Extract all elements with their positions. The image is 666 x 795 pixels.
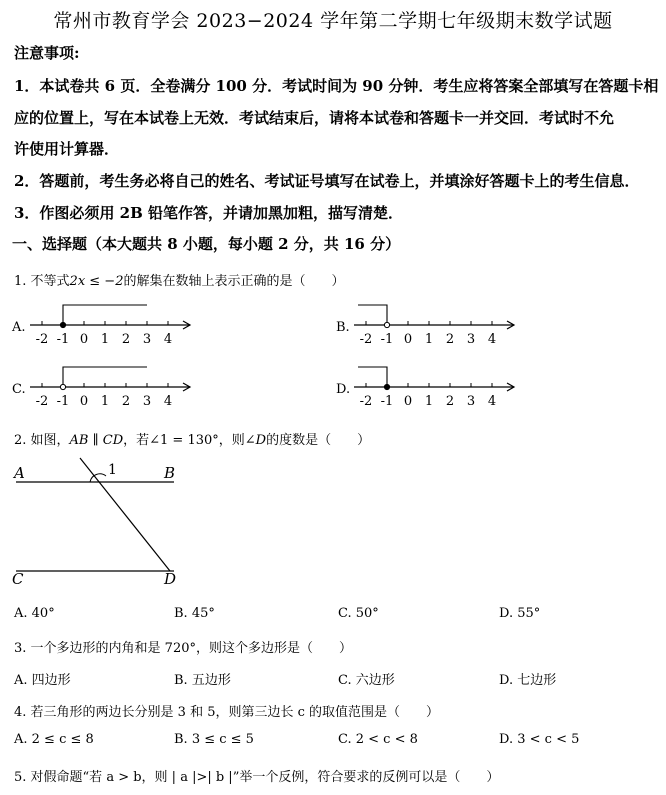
point-d: D (164, 570, 177, 588)
q1-option-label-0: A. (12, 320, 26, 335)
q2-figure (10, 452, 210, 592)
q1-option-label-2: C. (12, 382, 26, 397)
point-a: A (14, 464, 25, 482)
tick-label: 2 (445, 394, 455, 409)
q1-suffix: 的解集在数轴上表示正确的是（ ） (123, 274, 345, 289)
notice-line-4: 2．答题前，考生务必将自己的姓名、考试证号填写在试卷上，并填涂好答题卡上的考生信息． (14, 172, 640, 190)
tick-label: 4 (163, 394, 173, 409)
q2-suffix: 的度数是（ ） (266, 433, 371, 448)
solution-bracket (358, 305, 387, 325)
tick-label: 4 (487, 332, 497, 347)
q3-option-a: A. 四边形 (14, 673, 71, 688)
open-point-icon (60, 384, 65, 389)
tick-label: 1 (424, 394, 434, 409)
q2-option-a: A. 40° (14, 606, 55, 621)
exam-title: 常州市教育学会 2023−2024 学年第二学期七年级期末数学试题 (53, 10, 613, 32)
tick-label: -1 (56, 394, 70, 409)
notice-line-1: 1．本试卷共 6 页．全卷满分 100 分．考试时间为 90 分钟．考生应将答案全部填写在答题卡相 (14, 77, 659, 95)
q4-option-c: C. 2 < c < 8 (338, 732, 418, 747)
q4-option-d: D. 3 < c < 5 (499, 732, 580, 747)
q2-mid: ，若∠1 = 130°，则∠ (123, 433, 256, 448)
tick-label: 3 (142, 394, 152, 409)
question-2 (14, 429, 370, 448)
tick-label: -1 (56, 332, 70, 347)
tick-label: 1 (100, 394, 110, 409)
notice-heading: 注意事项: (14, 44, 80, 62)
tick-label: 0 (79, 394, 89, 409)
notice-line-2: 应的位置上，写在本试卷上无效．考试结束后，请将本试卷和答题卡一并交回．考试时不允 (14, 109, 615, 127)
tick-label: 0 (79, 332, 89, 347)
tick-label: -2 (359, 332, 373, 347)
notice-line-5: 3．作图必须用 2B 铅笔作答，并请加黑加粗，描写清楚． (14, 204, 403, 222)
tick-label: -2 (35, 394, 49, 409)
q1-option-label-1: B. (336, 320, 350, 335)
tick-label: -1 (380, 394, 394, 409)
transversal (80, 458, 170, 571)
q2-angle-d: D (255, 433, 267, 448)
q3-option-b: B. 五边形 (174, 673, 231, 688)
question-1 (14, 270, 345, 289)
tick-label: 3 (142, 332, 152, 347)
section-heading: 一、选择题（本大题共 8 小题，每小题 2 分，共 16 分） (12, 235, 401, 253)
tick-label: -2 (359, 394, 373, 409)
question-5: 5. 对假命题“若 a > b，则 | a |>| b |”举一个反例，符合要求的反例可以是（ ） (14, 770, 500, 785)
solid-point-icon (384, 384, 389, 389)
q2-option-c: C. 50° (338, 606, 379, 621)
tick-label: 0 (403, 394, 413, 409)
open-point-icon (384, 322, 389, 327)
solid-point-icon (60, 322, 65, 327)
tick-label: 0 (403, 332, 413, 347)
q2-parallel-expr: AB ∥ CD (69, 433, 124, 448)
q2-option-d: D. 55° (499, 606, 541, 621)
point-b: B (164, 464, 176, 482)
tick-label: -1 (380, 332, 394, 347)
tick-label: 2 (121, 332, 131, 347)
tick-label: -2 (35, 332, 49, 347)
q1-inequality: 2x ≤ −2 (69, 274, 124, 289)
q4-option-b: B. 3 ≤ c ≤ 5 (174, 732, 254, 747)
q1-option-label-3: D. (336, 382, 351, 397)
q1-number-lines (0, 295, 666, 425)
q3-option-d: D. 七边形 (499, 673, 557, 688)
tick-label: 4 (163, 332, 173, 347)
tick-label: 1 (424, 332, 434, 347)
question-4: 4. 若三角形的两边长分别是 3 和 5，则第三边长 c 的取值范围是（ ） (14, 705, 440, 720)
q3-option-c: C. 六边形 (338, 673, 395, 688)
q2-prefix: 2. 如图， (14, 433, 70, 448)
tick-label: 3 (466, 394, 476, 409)
tick-label: 3 (466, 332, 476, 347)
tick-label: 1 (100, 332, 110, 347)
question-3: 3. 一个多边形的内角和是 720°，则这个多边形是（ ） (14, 641, 352, 656)
q4-option-a: A. 2 ≤ c ≤ 8 (14, 732, 94, 747)
notice-line-3: 许使用计算器． (14, 140, 120, 158)
q2-option-b: B. 45° (174, 606, 215, 621)
tick-label: 2 (121, 394, 131, 409)
point-c: C (12, 570, 24, 588)
solution-bracket (358, 367, 387, 387)
tick-label: 4 (487, 394, 497, 409)
q1-prefix: 1. 不等式 (14, 274, 70, 289)
angle-1-label: 1 (108, 462, 117, 478)
tick-label: 2 (445, 332, 455, 347)
